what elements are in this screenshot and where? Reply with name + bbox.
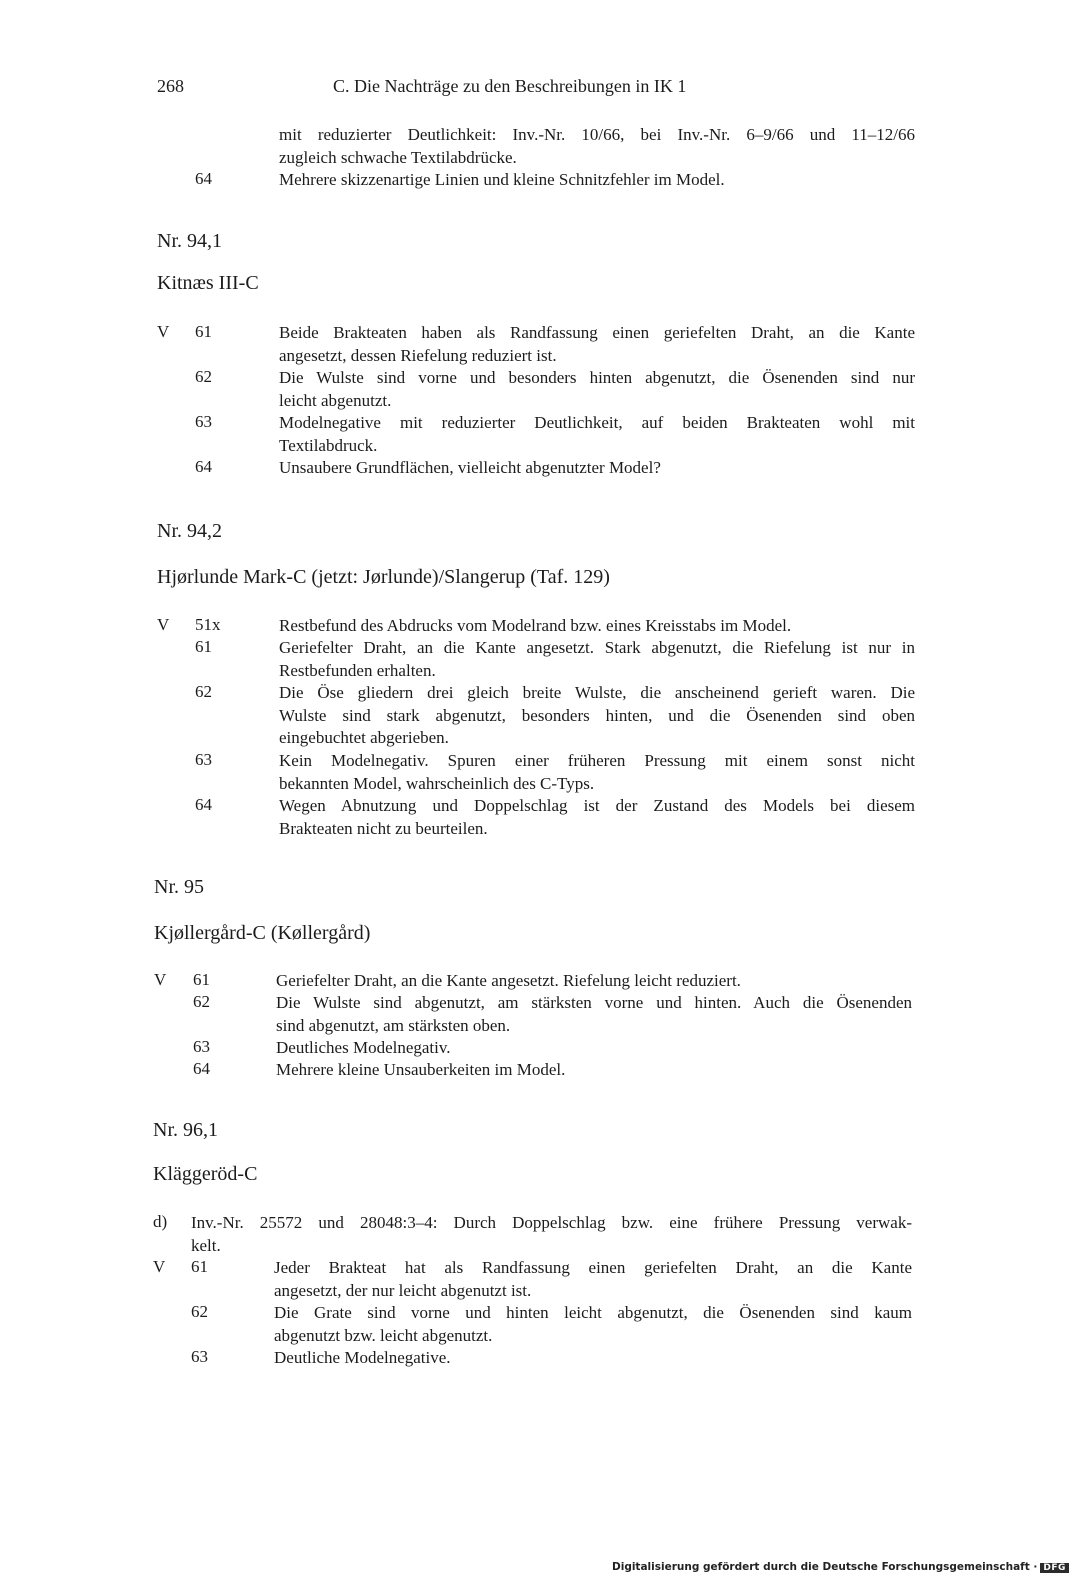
text-line: Die Öse gliedern drei gleich breite Wulste, die anscheinend gerieft waren. Die	[279, 683, 915, 702]
section-number: Nr. 96,1	[153, 1119, 218, 1141]
entry-text	[279, 637, 915, 682]
entry-marker: d)	[153, 1212, 168, 1231]
entry-text	[276, 992, 912, 1037]
text-line: Die Wulste sind vorne und besonders hinten abgenutzt, die Ösenenden sind nur	[279, 368, 915, 387]
text-line: leicht abgenutzt.	[279, 390, 392, 410]
entry-text: Restbefund des Abdrucks vom Modelrand bzw. eines Kreisstabs im Model.	[279, 616, 792, 635]
section-title: Kitnæs III-C	[157, 272, 259, 294]
entry-text	[279, 750, 915, 795]
section-number: Nr. 94,2	[157, 520, 222, 542]
entry-marker: V	[157, 615, 170, 634]
running-title: C. Die Nachträge zu den Beschreibungen in IK 1	[333, 76, 687, 96]
text-line: angesetzt, der nur leicht abgenutzt ist.	[274, 1280, 532, 1300]
text-line: Geriefelter Draht, an die Kante angesetzt. Stark abgenutzt, die Riefelung ist nur in	[279, 638, 915, 657]
entry-text: Deutliche Modelnegative.	[274, 1348, 451, 1367]
entry-number: 64	[193, 1059, 210, 1078]
entry-number: 63	[195, 412, 212, 431]
text-line: Kein Modelnegativ. Spuren einer früheren Pressung mit einem sonst nicht	[279, 751, 915, 770]
entry-text	[279, 795, 915, 840]
entry-number: 61	[191, 1257, 208, 1276]
entry-marker: V	[154, 970, 167, 989]
text-line: Brakteaten nicht zu beurteilen.	[279, 818, 488, 838]
entry-marker: V	[157, 322, 170, 341]
entry-number: 63	[195, 750, 212, 769]
text-line: sind abgenutzt, am stärksten oben.	[276, 1015, 511, 1035]
page-number: 268	[157, 76, 184, 96]
entry-marker: V	[153, 1257, 166, 1276]
entry-number: 63	[193, 1037, 210, 1056]
entry-number: 51x	[195, 615, 221, 634]
section-title: Hjørlunde Mark-C (jetzt: Jørlunde)/Slangerup (Taf. 129)	[157, 566, 610, 588]
entry-number: 64	[195, 795, 212, 814]
text-line: Wegen Abnutzung und Doppelschlag ist der Zustand des Models bei diesem	[279, 796, 915, 815]
entry-text	[279, 682, 915, 750]
text-line: zugleich schwache Textilabdrücke.	[279, 147, 517, 167]
entry-number: 62	[193, 992, 210, 1011]
text-line: Die Grate sind vorne und hinten leicht abgenutzt, die Ösenenden sind kaum	[274, 1303, 912, 1322]
entry-text: Deutliches Modelnegativ.	[276, 1038, 451, 1057]
text-line: eingebuchtet abgerieben.	[279, 728, 449, 747]
entry-text: Mehrere kleine Unsauberkeiten im Model.	[276, 1060, 566, 1079]
entry-text: Geriefelter Draht, an die Kante angesetzt. Riefelung leicht reduziert.	[276, 971, 741, 990]
text-line: angesetzt, dessen Riefelung reduziert ist.	[279, 345, 557, 365]
entry-number: 62	[195, 682, 212, 701]
entry-text: Mehrere skizzenartige Linien und kleine Schnitzfehler im Model.	[279, 170, 725, 189]
entry-text	[274, 1257, 912, 1302]
text-line: Jeder Brakteat hat als Randfassung einen geriefelten Draht, an die Kante	[274, 1258, 912, 1277]
section-title: Kjøllergård-C (Køllergård)	[154, 922, 371, 944]
text-line: Textilabdruck.	[279, 435, 378, 455]
entry-number: 63	[191, 1347, 208, 1366]
entry-number: 61	[193, 970, 210, 989]
text-line: Modelnegative mit reduzierter Deutlichkeit, auf beiden Brakteaten wohl mit	[279, 413, 915, 432]
entry-text	[191, 1212, 912, 1257]
text-line: mit reduzierter Deutlichkeit: Inv.-Nr. 10/66, bei Inv.-Nr. 6–9/66 und 11–12/66	[279, 125, 915, 144]
text-line: Beide Brakteaten haben als Randfassung einen geriefelten Draht, an die Kante	[279, 323, 915, 342]
section-number: Nr. 95	[154, 876, 204, 898]
footer-text: Digitalisierung gefördert durch die Deutsche Forschungsgemeinschaft ·	[612, 1561, 1038, 1573]
entry-text	[279, 367, 915, 412]
entry-text: Unsaubere Grundflächen, vielleicht abgenutzter Model?	[279, 458, 661, 477]
section-number: Nr. 94,1	[157, 230, 222, 252]
entry-text	[274, 1302, 912, 1347]
text-line: Wulste sind stark abgenutzt, besonders hinten, und die Ösenenden sind oben	[279, 705, 915, 725]
section-title: Kläggeröd-C	[153, 1163, 258, 1185]
entry-text	[279, 412, 915, 457]
text-line: Inv.-Nr. 25572 und 28048:3–4: Durch Doppelschlag bzw. eine frühere Pressung verwak-	[191, 1213, 912, 1232]
text-line: kelt.	[191, 1235, 221, 1255]
text-line: abgenutzt bzw. leicht abgenutzt.	[274, 1325, 493, 1345]
entry-number: 64	[195, 457, 212, 476]
entry-number: 62	[191, 1302, 208, 1321]
entry-number: 62	[195, 367, 212, 386]
text-line: Die Wulste sind abgenutzt, am stärksten vorne und hinten. Auch die Ösenenden	[276, 993, 912, 1012]
entry-number: 64	[195, 169, 212, 188]
entry-text	[279, 322, 915, 367]
digitization-footer	[612, 1561, 1069, 1573]
entry-number: 61	[195, 637, 212, 656]
text-line: Restbefunden erhalten.	[279, 660, 436, 680]
text-line: bekannten Model, wahrscheinlich des C-Typs.	[279, 773, 595, 793]
entry-number: 61	[195, 322, 212, 341]
continuation-text	[279, 124, 915, 169]
dfg-logo: DFG	[1040, 1563, 1069, 1573]
